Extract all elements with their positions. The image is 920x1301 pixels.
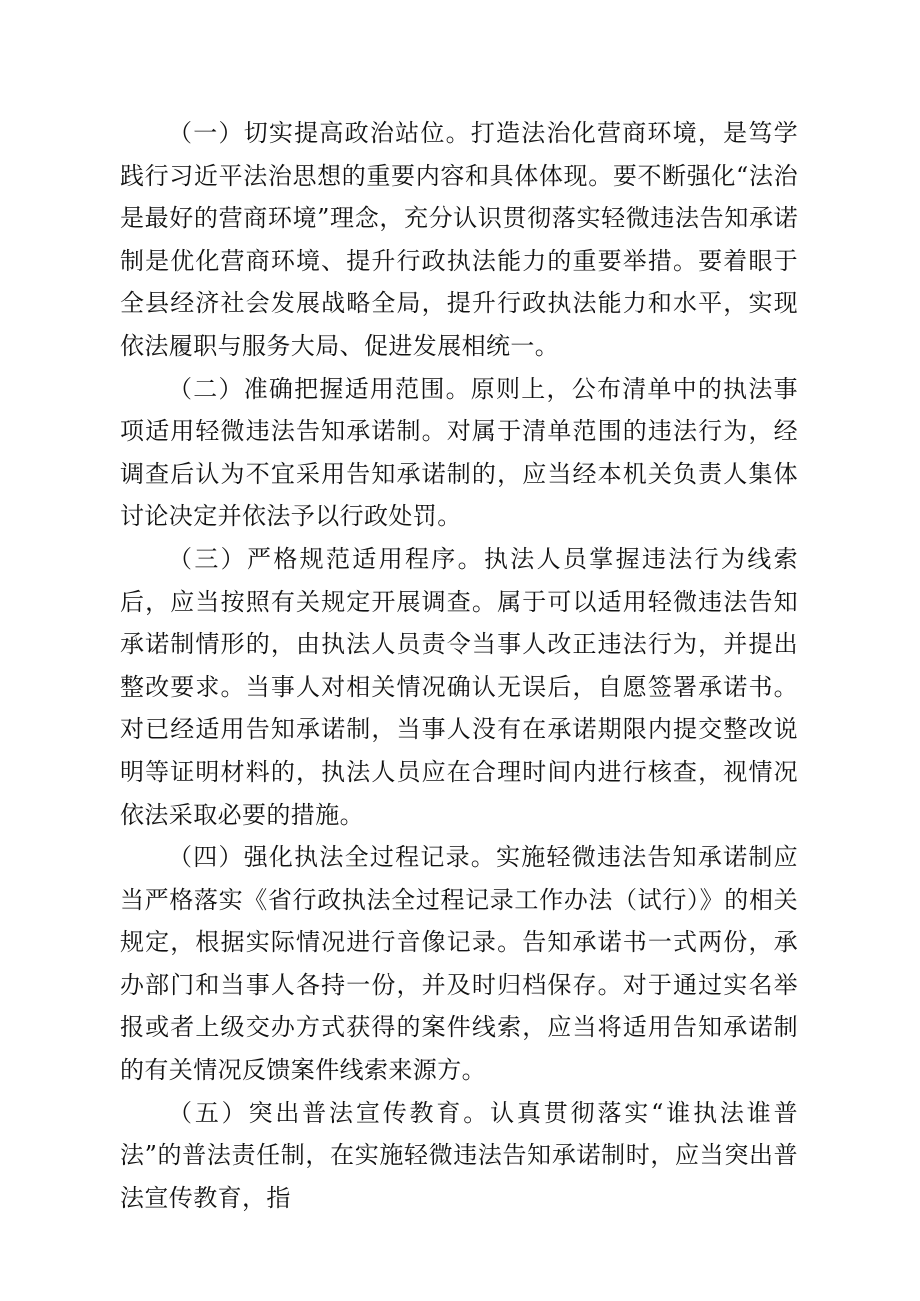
paragraph-5: （五）突出普法宣传教育。认真贯彻落实“谁执法谁普法”的普法责任制，在实施轻微违法告知承诺制时，应当突出普法宣传教育，指 xyxy=(120,1098,798,1212)
paragraph-3: （三）严格规范适用程序。执法人员掌握违法行为线索后，应当按照有关规定开展调查。属于可以适用轻微违法告知承诺制情形的，由执法人员责令当事人改正违法行为，并提出整改要求。当事人对相关情况确认无误后，自愿签署承诺书。对已经适用告知承诺制，当事人没有在承诺期限内提交整改说明等证明材料的，执法人员应在合理时间内进行核查，视情况依法采取必要的措施。 xyxy=(120,544,798,829)
paragraph-4: （四）强化执法全过程记录。实施轻微违法告知承诺制应当严格落实《省行政执法全过程记录工作办法（试行）》的相关规定，根据实际情况进行音像记录。告知承诺书一式两份，承办部门和当事人各持一份，并及时归档保存。对于通过实名举报或者上级交办方式获得的案件线索，应当将适用告知承诺制的有关情况反馈案件线索来源方。 xyxy=(120,843,798,1085)
document-body xyxy=(120,112,798,1219)
paragraph-1: （一）切实提高政治站位。打造法治化营商环境，是笃学践行习近平法治思想的重要内容和具体体现。要不断强化“法治是最好的营商环境”理念，充分认识贯彻落实轻微违法告知承诺制是优化营商环境、提升行政执法能力的重要举措。要着眼于全县经济社会发展战略全局，提升行政执法能力和水平，实现依法履职与服务大局、促进发展相统一。 xyxy=(120,119,798,360)
paragraph-2: （二）准确把握适用范围。原则上，公布清单中的执法事项适用轻微违法告知承诺制。对属于清单范围的违法行为，经调查后认为不宜采用告知承诺制的，应当经本机关负责人集体讨论决定并依法予以行政处罚。 xyxy=(120,374,798,531)
